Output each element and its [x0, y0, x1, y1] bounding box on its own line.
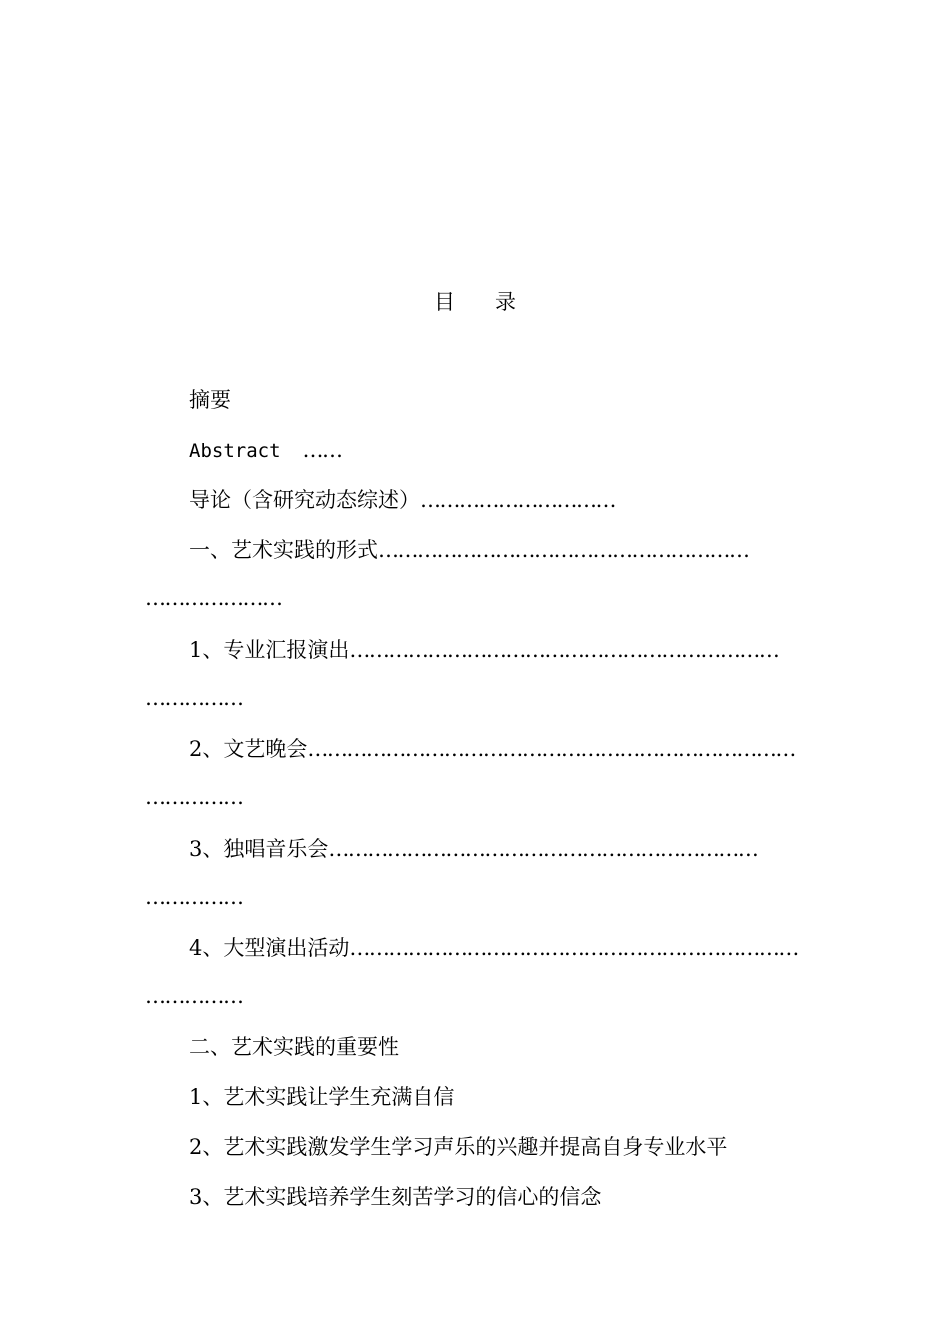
toc-leader-dots: …………………………………………………: [378, 538, 749, 562]
toc-entry-abstract-en: [189, 436, 342, 465]
toc-entry-label: 3、艺术实践培养学生刻苦学习的信心的信念: [189, 1185, 602, 1209]
toc-title-char-2: 录: [495, 290, 516, 314]
toc-entry-label: 1、艺术实践让学生充满自信: [189, 1085, 455, 1109]
toc-leader-dots: ……………: [145, 686, 243, 710]
toc-entry-1-1-cont: [145, 684, 243, 712]
toc-leader-dots: …………………: [145, 586, 282, 610]
toc-entry-1-2-cont: [145, 783, 243, 811]
toc-leader-dots: …………………………………………………………: [328, 837, 758, 861]
toc-entry-label: 一、艺术实践的形式: [189, 538, 378, 562]
toc-leader-dots: …………………………: [420, 488, 615, 512]
toc-leader-dots: ……………: [145, 785, 243, 809]
toc-entry-label: 1、专业汇报演出: [189, 638, 350, 662]
toc-entry-label: 3、独唱音乐会: [189, 837, 329, 861]
toc-leader-dots: ……………: [145, 984, 243, 1008]
toc-entry-1-3: [189, 835, 757, 863]
toc-entry-section-1: [189, 536, 749, 564]
toc-entry-1-4: [189, 934, 798, 962]
toc-entry-1-4-cont: [145, 982, 243, 1010]
toc-entry-1-3-cont: [145, 883, 243, 911]
toc-entry-1-1: [189, 636, 778, 664]
toc-entry-label: 2、文艺晚会: [189, 737, 308, 761]
toc-leader-dots: ……………: [145, 885, 243, 909]
toc-title: [0, 286, 950, 316]
toc-leader-dots: …………………………………………………………………: [307, 737, 795, 761]
toc-entry-label: 导论（含研究动态综述）: [189, 488, 420, 512]
toc-entry-2-2: [189, 1133, 727, 1161]
toc-entry-section-1-cont: [145, 584, 282, 612]
toc-entry-label: 二、艺术实践的重要性: [189, 1035, 399, 1059]
toc-entry-abstract-cn: [189, 386, 231, 414]
toc-entry-label: 2、艺术实践激发学生学习声乐的兴趣并提高自身专业水平: [189, 1135, 728, 1159]
toc-leader-dots: ……: [302, 438, 342, 462]
toc-leader-dots: …………………………………………………………: [349, 638, 779, 662]
toc-entry-label: 4、大型演出活动: [189, 936, 350, 960]
toc-title-char-1: 目: [434, 290, 455, 314]
toc-entry-2-1: [189, 1083, 454, 1111]
toc-entry-label: Abstract: [189, 440, 281, 462]
toc-leader-dots: ……………………………………………………………: [349, 936, 798, 960]
toc-entry-label: 摘要: [189, 388, 231, 412]
toc-entry-introduction: [189, 486, 615, 514]
toc-entry-2-3: [189, 1183, 601, 1211]
toc-entry-section-2: [189, 1033, 399, 1061]
toc-entry-1-2: [189, 735, 795, 763]
